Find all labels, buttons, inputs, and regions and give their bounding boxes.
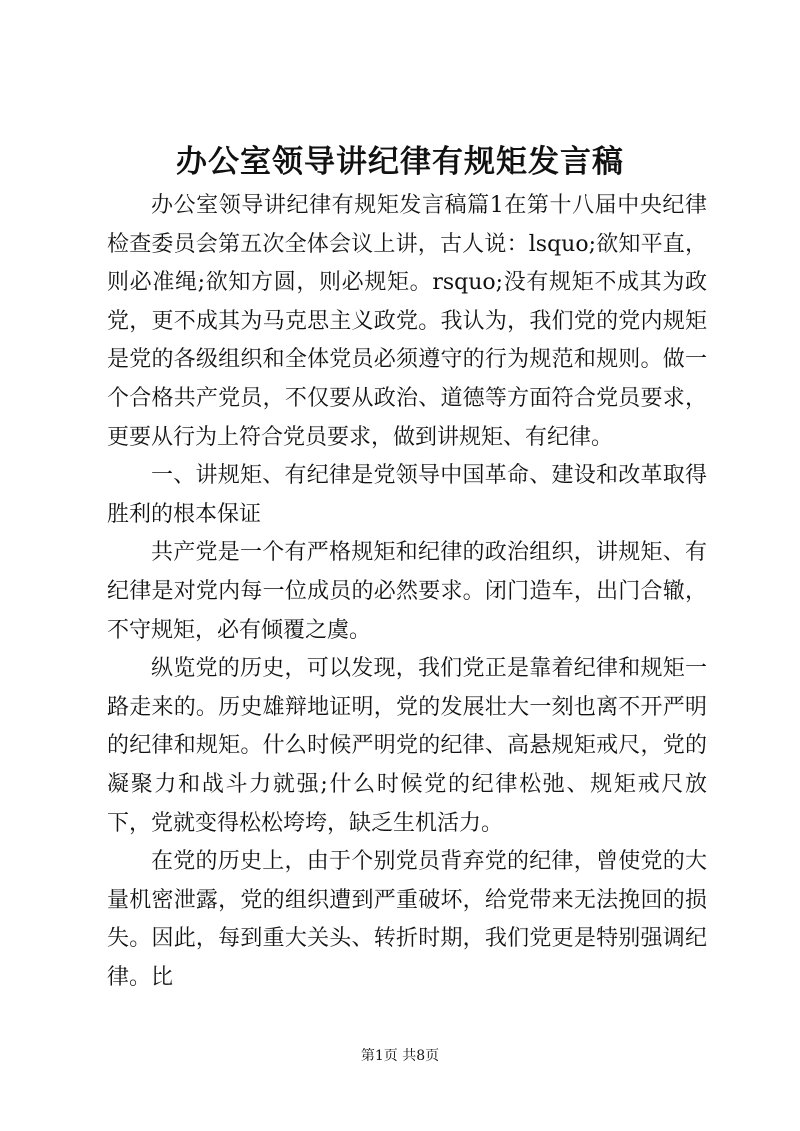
paragraph-section-heading: 一、讲规矩、有纪律是党领导中国革命、建设和改革取得胜利的根本保证: [107, 463, 707, 527]
document-title: 办公室领导讲纪律有规矩发言稿: [176, 144, 624, 180]
paragraph-party-discipline: 共产党是一个有严格规矩和纪律的政治组织，讲规矩、有纪律是对党内每一位成员的必然要求。闭门造车，出门合辙，不守规矩，必有倾覆之虞。: [107, 540, 707, 643]
paragraph-intro: 办公室领导讲纪律有规矩发言稿篇1在第十八届中央纪律检查委员会第五次全体会议上讲，古人说：lsquo;欲知平直，则必准绳;欲知方圆，则必规矩。rsquo;没有规矩不成其为政党，更不成其为马克思主义政党。我认为，我们党的党内规矩是党的各级组织和全体党员必须遵守的行为规范和规则。做一个合格共产党员，不仅要从政治、道德等方面符合党员要求，更要从行为上符合党员要求，做到讲规矩、有纪律。: [107, 193, 707, 450]
paragraph-history-lessons: 在党的历史上，由于个别党员背弃党的纪律，曾使党的大量机密泄露，党的组织遭到严重破坏，给党带来无法挽回的损失。因此，每到重大关头、转折时期，我们党更是特别强调纪律。比: [107, 849, 707, 990]
paragraph-party-history: 纵览党的历史，可以发现，我们党正是靠着纪律和规矩一路走来的。历史雄辩地证明，党的发展壮大一刻也离不开严明的纪律和规矩。什么时候严明党的纪律、高悬规矩戒尺，党的凝聚力和战斗力就强;什么时候党的纪律松弛、规矩戒尺放下，党就变得松松垮垮，缺乏生机活力。: [107, 656, 707, 836]
page-footer: 第1页 共8页: [360, 1048, 440, 1064]
document-body: [107, 187, 707, 997]
